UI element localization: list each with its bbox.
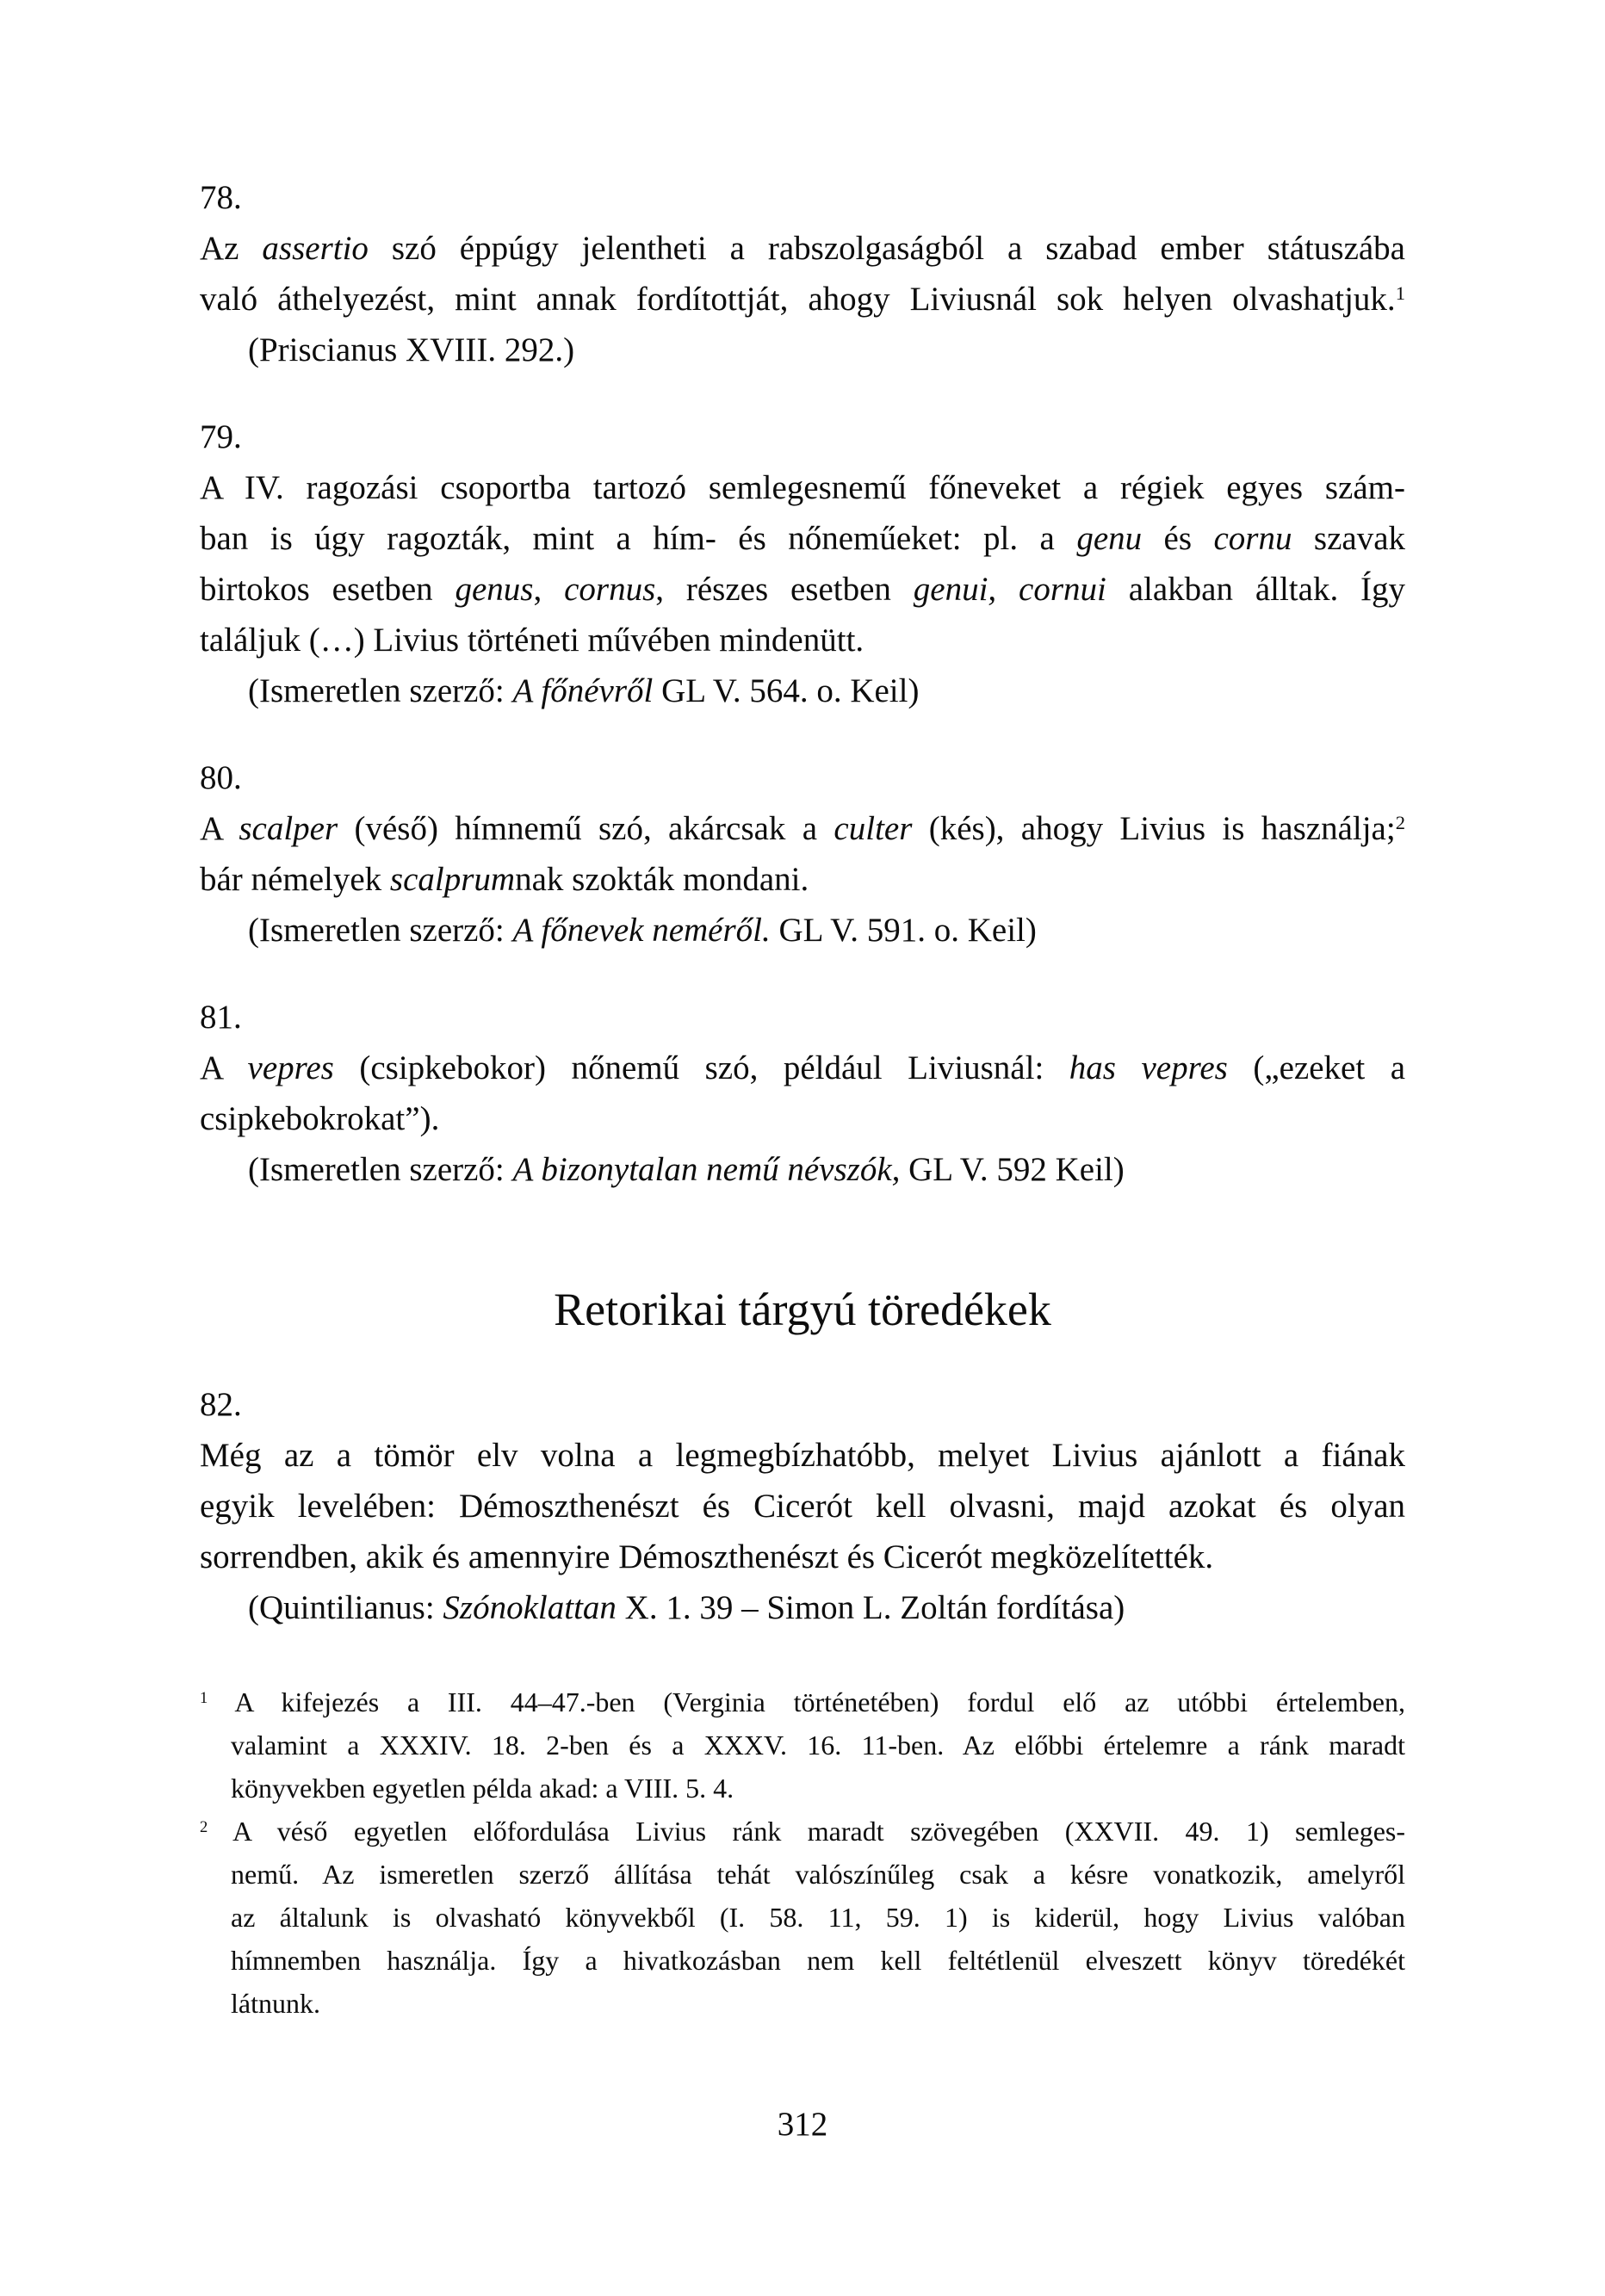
text-run: , részes esetben xyxy=(655,571,914,608)
text-run: (csipkebokor) nőnemű szó, például Liviusnál: xyxy=(333,1049,1069,1086)
footnote-line xyxy=(200,1853,1405,1896)
footnote-line xyxy=(200,1680,1405,1724)
fragment-line xyxy=(200,615,1405,665)
fragments-grammar xyxy=(200,172,1405,1195)
text-run: (véső) hímnemű szó, akárcsak a xyxy=(338,810,834,847)
text-run: nemű. Az ismeretlen szerző állítása tehát valószínűleg csak a késre vonatkozik, amelyről xyxy=(231,1859,1405,1890)
italic-term: culter xyxy=(833,810,913,847)
italic-term: scalprum xyxy=(389,861,516,898)
fragment-source xyxy=(200,1144,1405,1195)
text-run: A xyxy=(200,810,239,847)
page-number: 312 xyxy=(777,2106,828,2143)
fragment-source xyxy=(200,1582,1405,1633)
section-heading: Retorikai tárgyú töredékek xyxy=(554,1284,1051,1335)
text-run: szó éppúgy jelentheti a rabszolgaságból a szabad ember státuszába xyxy=(368,230,1405,267)
footnotes xyxy=(200,1680,1405,2025)
fragment-number: 78. xyxy=(200,179,242,216)
fragment-line xyxy=(200,803,1405,854)
fragment xyxy=(200,992,1405,1195)
italic-term: cornu xyxy=(1213,520,1292,557)
footnote-ref: 2 xyxy=(1395,811,1406,833)
footnote-ref: 1 xyxy=(1395,282,1405,304)
text-run: találjuk (…) Livius történeti művében mindenütt. xyxy=(200,622,864,659)
fragment-line xyxy=(200,1532,1405,1582)
italic-term: vepres xyxy=(247,1049,334,1086)
fragment-line xyxy=(200,854,1405,905)
fragment-source xyxy=(200,665,1405,716)
text-run: sorrendben, akik és amennyire Démoszthenészt és Cicerót megközelítették. xyxy=(200,1538,1214,1575)
text-run: (kés), ahogy Livius is használja; xyxy=(912,810,1396,847)
footnote xyxy=(200,1680,1405,1810)
italic-term: A főnévről xyxy=(512,672,654,709)
italic-term: cornus xyxy=(564,571,656,608)
fragment-line xyxy=(200,1093,1405,1144)
text-run: ban is úgy ragozták, mint a hím- és nőneműeket: pl. a xyxy=(200,520,1077,557)
text-run: GL V. 591. o. Keil) xyxy=(770,912,1037,949)
text-run: A IV. ragozási csoportba tartozó semlegesnemű főneveket a régiek egyes szám- xyxy=(200,469,1405,506)
fragment xyxy=(200,1379,1405,1633)
fragment-line xyxy=(200,513,1405,564)
text-run: A xyxy=(200,1049,248,1086)
footnote-line xyxy=(200,1982,1405,2025)
footnote xyxy=(200,1810,1405,2025)
italic-term: A főnevek neméről. xyxy=(512,912,771,949)
fragment-line xyxy=(200,274,1405,325)
text-run: GL V. 592 Keil) xyxy=(900,1151,1125,1188)
fragment-line xyxy=(200,564,1405,615)
footnote-line xyxy=(200,1767,1405,1810)
italic-term: A bizonytalan nemű névszók, xyxy=(512,1151,901,1188)
fragment-source xyxy=(200,325,1405,375)
text-run: (Quintilianus: xyxy=(248,1589,443,1626)
fragment-line xyxy=(200,223,1405,274)
text-run: (Ismeretlen szerző: xyxy=(248,1151,513,1188)
text-run: alakban álltak. Így xyxy=(1106,571,1406,608)
footnote-marker: 2 xyxy=(200,1817,208,1836)
text-run: nak szokták mondani. xyxy=(515,861,809,898)
text-run: szavak xyxy=(1292,520,1406,557)
fragment-source xyxy=(200,905,1405,956)
fragment xyxy=(200,752,1405,956)
text-run: A véső egyetlen előfordulása Livius ránk maradt szövegében (XXVII. 49. 1) semleges- xyxy=(232,1816,1406,1847)
footnote-marker: 1 xyxy=(200,1688,208,1707)
fragment-number: 82. xyxy=(200,1386,242,1423)
text-run: (Ismeretlen szerző: xyxy=(248,912,513,949)
text-run: (Ismeretlen szerző: xyxy=(248,672,513,709)
fragment-number: 79. xyxy=(200,418,242,455)
italic-term: Szónoklattan xyxy=(443,1589,617,1626)
fragment-line xyxy=(200,1043,1405,1093)
italic-term: genus xyxy=(455,571,534,608)
fragment-line xyxy=(200,1481,1405,1532)
text-run: és xyxy=(1142,520,1214,557)
text-run: könyvekben egyetlen példa akad: a VIII. 5. 4. xyxy=(231,1773,734,1804)
text-run: , xyxy=(533,571,565,608)
fragment xyxy=(200,172,1405,375)
footnote-line xyxy=(200,1810,1405,1853)
text-run: (Priscianus XVIII. 292.) xyxy=(248,331,575,368)
italic-term: genu xyxy=(1076,520,1143,557)
text-run: X. 1. 39 – Simon L. Zoltán fordítása) xyxy=(616,1589,1125,1626)
text-run: Az xyxy=(200,230,263,267)
text-run: az általunk is olvasható könyvekből (I. 58. 11, 59. 1) is kiderül, hogy Livius valóban xyxy=(231,1902,1405,1933)
fragment-number: 80. xyxy=(200,759,242,796)
text-run: egyik levelében: Démoszthenészt és Cicerót kell olvasni, majd azokat és olyan xyxy=(200,1488,1405,1525)
text-block xyxy=(200,172,1405,2025)
footnote-line xyxy=(200,1939,1405,1982)
text-run: GL V. 564. o. Keil) xyxy=(653,672,920,709)
italic-term: has vepres xyxy=(1069,1049,1228,1086)
italic-term: assertio xyxy=(262,230,369,267)
text-run: valamint a XXXIV. 18. 2-ben és a XXXV. 16. 11-ben. Az előbbi értelemre a ránk maradt xyxy=(231,1730,1405,1761)
text-run: való áthelyezést, mint annak fordítottját, ahogy Liviusnál sok helyen olvashatjuk. xyxy=(200,281,1396,318)
fragment-line xyxy=(200,462,1405,513)
text-run: hímnemben használja. Így a hivatkozásban nem kell feltétlenül elveszett könyv töredékét xyxy=(231,1945,1405,1976)
text-run: A kifejezés a III. 44–47.-ben (Verginia történetében) fordul elő az utóbbi értelemben, xyxy=(234,1686,1406,1717)
fragments-rhetoric xyxy=(200,1379,1405,1633)
text-run: csipkebokrokat”). xyxy=(200,1100,440,1137)
footnote-line xyxy=(200,1896,1405,1939)
text-run: bár némelyek xyxy=(200,861,390,898)
text-run: birtokos esetben xyxy=(200,571,455,608)
fragment-line xyxy=(200,1430,1405,1481)
footnote-line xyxy=(200,1724,1405,1767)
italic-term: genui, cornui xyxy=(913,571,1106,608)
fragment xyxy=(200,412,1405,716)
text-run: látnunk. xyxy=(231,1988,320,2019)
text-run: Még az a tömör elv volna a legmegbízhatóbb, melyet Livius ajánlott a fiának xyxy=(200,1437,1405,1474)
italic-term: scalper xyxy=(239,810,338,847)
text-run: („ezeket a xyxy=(1227,1049,1406,1086)
fragment-number: 81. xyxy=(200,999,242,1036)
